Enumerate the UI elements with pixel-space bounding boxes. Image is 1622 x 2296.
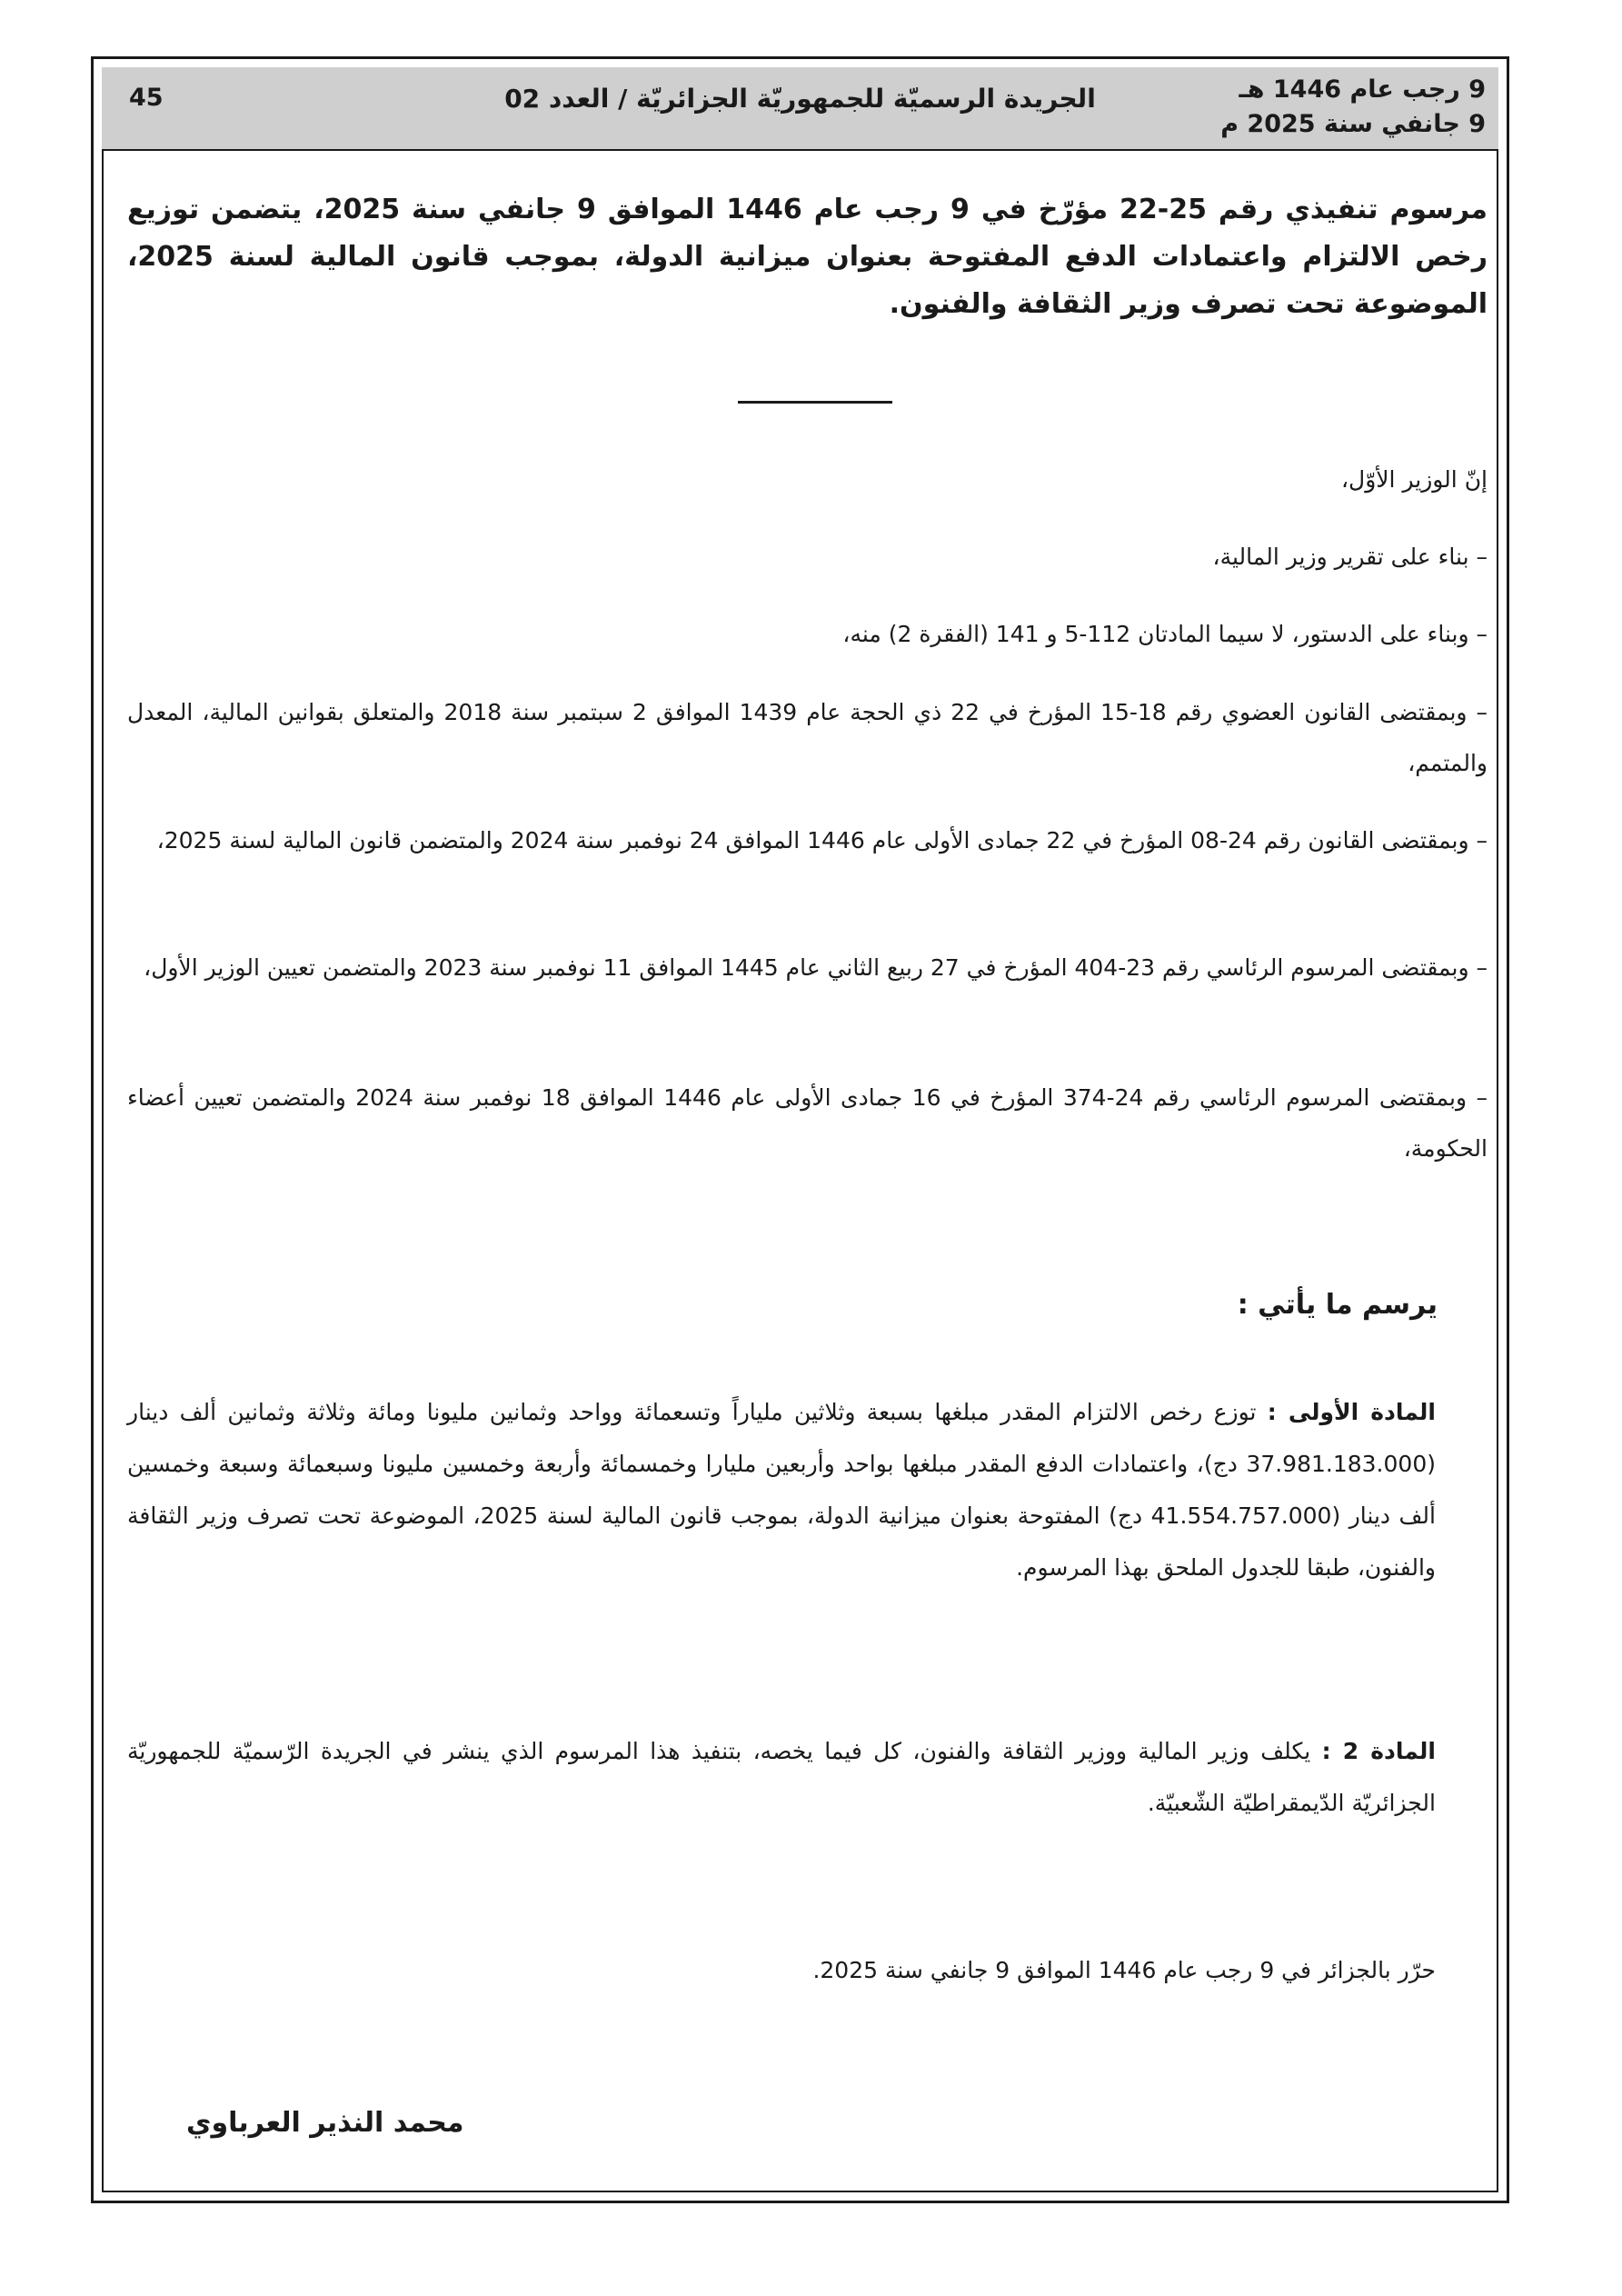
page-number: 45 <box>129 84 164 112</box>
visa-item: – وبمقتضى المرسوم الرئاسي رقم 23-404 المؤرخ في 27 ربيع الثاني عام 1445 الموافق 11 نوفمبر سنة 2023 والمتضمن تعيين الوزير الأول، <box>144 954 1488 981</box>
title-separator-rule <box>738 401 892 404</box>
journal-header <box>102 67 1498 151</box>
article-1-text: توزع رخص الالتزام المقدر مبلغها بسبعة وثلاثين ملياراً وتسعمائة وواحد وثمانين مليونا ومائة وثلاثة وثمانين ألف دينار (37.981.183.000 دج)، واعتمادات الدفع المقدر مبلغها بواحد وأربعين مليارا وخمسمائة وأربعة وخمسين مليونا وسبعمائة وسبعة وخمسين ألف دينار (41.554.757.000 دج) المفتوحة بعنوان ميزانية الدولة، بموجب قانون المالية لسنة 2025، الموضوعة تحت تصرف وزير الثقافة والفنون، طبقا للجدول الملحق بهذا المرسوم. <box>127 1399 1436 1581</box>
article-2-label: المادة 2 : <box>1321 1738 1436 1764</box>
article-1-label: المادة الأولى : <box>1267 1399 1436 1425</box>
hijri-date: 9 رجب عام 1446 هـ <box>1239 75 1486 104</box>
signatory-name: محمد النذير العرباوي <box>186 2107 464 2139</box>
journal-title: الجريدة الرسميّة للجمهوريّة الجزائريّة / العدد 02 <box>504 84 1096 114</box>
visa-item: – وبناء على الدستور، لا سيما المادتان 112-5 و 141 (الفقرة 2) منه، <box>842 621 1488 647</box>
preamble: إنّ الوزير الأوّل، <box>1340 466 1488 493</box>
done-at-statement: حرّر بالجزائر في 9 رجب عام 1446 الموافق 9 جانفي سنة 2025. <box>812 1957 1436 1983</box>
article-2 <box>127 1725 1436 1829</box>
visa-item: – وبمقتضى المرسوم الرئاسي رقم 24-374 المؤرخ في 16 جمادى الأولى عام 1446 الموافق 18 نوفمبر سنة 2024 والمتضمن تعيين أعضاء الحكومة، <box>127 1084 1488 1162</box>
gregorian-date: 9 جانفي سنة 2025 م <box>1220 110 1486 138</box>
visa-item: – بناء على تقرير وزير المالية، <box>1212 544 1488 570</box>
article-2-text: يكلف وزير المالية ووزير الثقافة والفنون، كل فيما يخصه، بتنفيذ هذا المرسوم الذي ينشر في الجريدة الرّسميّة للجمهوريّة الجزائريّة الدّيمقراطيّة الشّعبيّة. <box>127 1738 1436 1816</box>
decree-title: مرسوم تنفيذي رقم 25-22 مؤرّخ في 9 رجب عام 1446 الموافق 9 جانفي سنة 2025، يتضمن توزيع رخص الالتزام واعتمادات الدفع المفتوحة بعنوان ميزانية الدولة، بموجب قانون المالية لسنة 2025، الموضوعة تحت تصرف وزير الثقافة والفنون. <box>127 194 1488 320</box>
article-1 <box>127 1386 1436 1593</box>
visa-item: – وبمقتضى القانون العضوي رقم 18-15 المؤرخ في 22 ذي الحجة عام 1439 الموافق 2 سبتمبر سنة 2018 والمتعلق بقوانين المالية، المعدل والمتمم، <box>127 699 1488 776</box>
enacting-heading: يرسم ما يأتي : <box>1237 1289 1438 1321</box>
visa-item: – وبمقتضى القانون رقم 24-08 المؤرخ في 22 جمادى الأولى عام 1446 الموافق 24 نوفمبر سنة 2024 والمتضمن قانون المالية لسنة 2025، <box>156 827 1488 854</box>
